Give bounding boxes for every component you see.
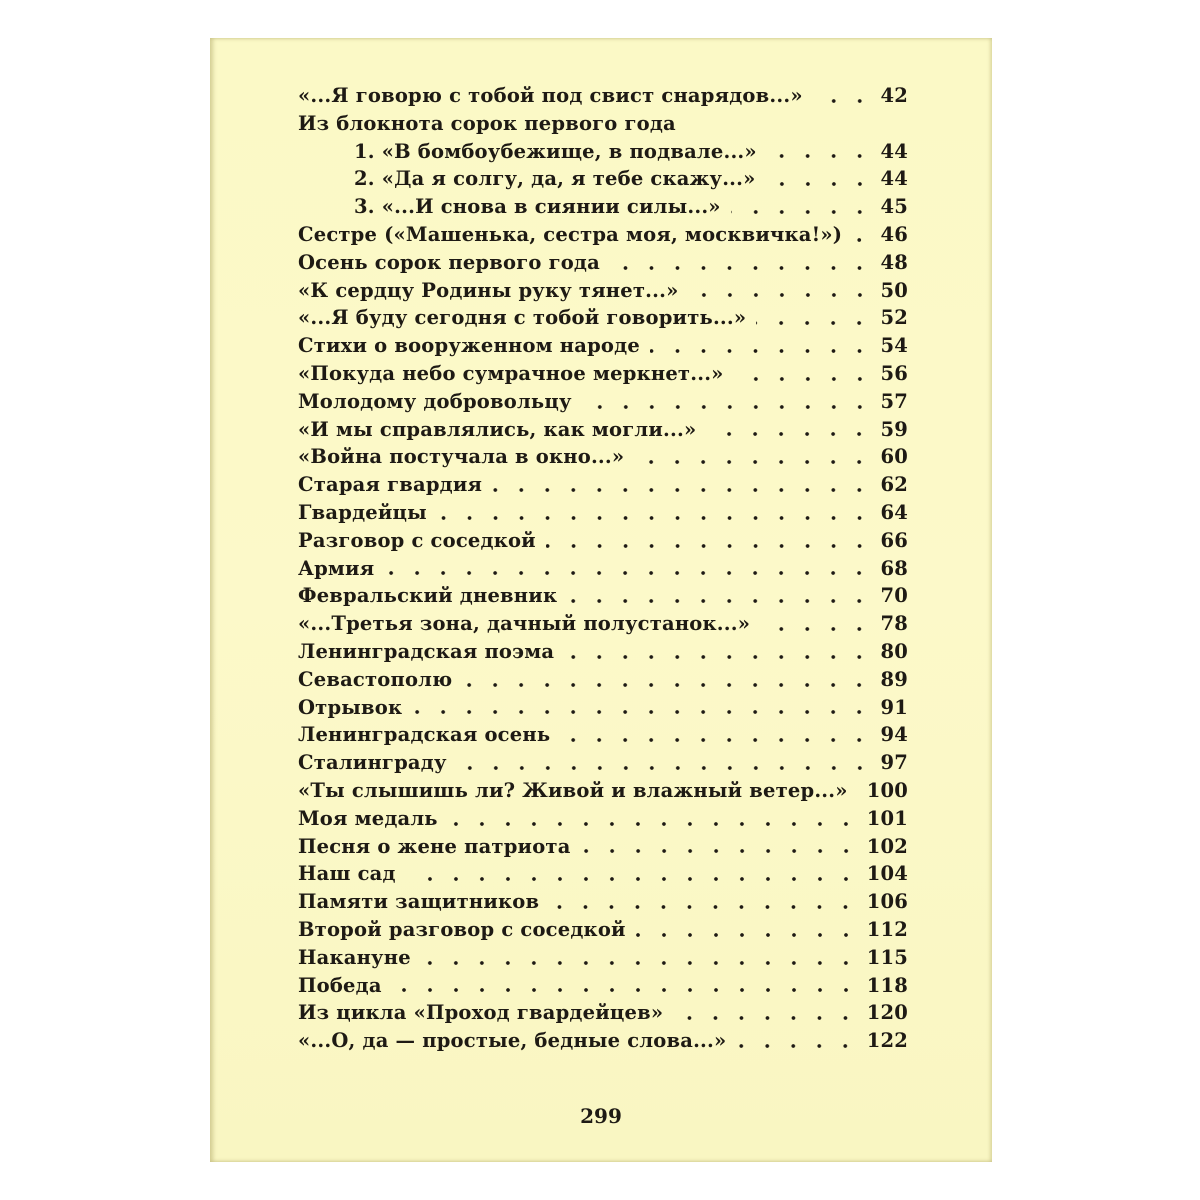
toc-entry-title: «К сердцу Родины руку тянет...» xyxy=(298,278,679,302)
toc-entry xyxy=(298,777,908,805)
dot-leader xyxy=(636,932,859,938)
toc-entry-page-number: 57 xyxy=(880,389,908,413)
toc-entry xyxy=(298,82,908,110)
toc-entry-title: «Покуда небо сумрачное меркнет...» xyxy=(298,361,724,385)
toc-entry xyxy=(298,138,908,166)
dot-leader xyxy=(610,265,872,271)
toc-entry-page-number: 97 xyxy=(880,751,908,775)
toc-entry xyxy=(298,304,908,332)
toc-entry-page-number: 45 xyxy=(880,195,908,219)
toc-entry xyxy=(298,582,908,610)
toc-entry-title: Молодому добровольцу xyxy=(298,389,572,413)
toc-entry xyxy=(298,527,908,555)
toc-entry xyxy=(298,888,908,916)
toc-entry xyxy=(298,860,908,888)
toc-entry-title: «...Я говорю с тобой под свист снарядов...» xyxy=(298,84,803,107)
toc-entry-title: Ленинградская поэма xyxy=(298,639,555,663)
dot-leader xyxy=(567,598,872,604)
toc-entry-page-number: 64 xyxy=(880,500,908,524)
toc-entry xyxy=(298,193,908,221)
toc-entry xyxy=(298,916,908,944)
toc-entry-title: Победа xyxy=(298,973,382,997)
toc-entry-title: Отрывок xyxy=(298,695,403,719)
toc-entry-page-number: 60 xyxy=(880,445,908,469)
toc-entry-title: Из блокнота сорок первого года xyxy=(298,111,676,135)
dot-leader xyxy=(457,765,873,771)
toc-entry-title: Памяти защитников xyxy=(298,890,540,914)
toc-entry-page-number: 59 xyxy=(880,417,908,441)
toc-entry-title: Второй разговор с соседкой xyxy=(298,917,626,941)
toc-entry xyxy=(298,972,908,1000)
dot-leader xyxy=(549,904,858,910)
toc-entry-page-number: 101 xyxy=(866,806,908,830)
toc-entry-page-number: 54 xyxy=(880,334,908,358)
toc-entry-title: «И мы справлялись, как могли...» xyxy=(298,417,697,441)
dot-leader xyxy=(813,98,873,104)
toc-entry xyxy=(298,110,908,138)
dot-leader xyxy=(760,626,872,632)
toc-entry xyxy=(298,721,908,749)
toc-entry-page-number: 115 xyxy=(866,945,908,969)
toc-entry xyxy=(298,694,908,722)
toc-entry xyxy=(298,638,908,666)
toc-entry-page-number: 122 xyxy=(866,1029,908,1053)
toc-entry-title: Сестре («Машенька, сестра моя, москвичка!») xyxy=(298,222,843,246)
toc-entry-page-number: 100 xyxy=(866,778,908,802)
toc-entry xyxy=(298,1027,908,1055)
dot-leader xyxy=(581,848,859,854)
dot-leader xyxy=(767,153,873,159)
toc-entry-page-number: 50 xyxy=(880,278,908,302)
dot-leader xyxy=(852,237,872,243)
toc-entry xyxy=(298,666,908,694)
dot-leader xyxy=(706,431,872,437)
dot-leader xyxy=(634,459,872,465)
toc-entry-page-number: 89 xyxy=(880,667,908,691)
toc-entry-title: Осень сорок первого года xyxy=(298,250,600,274)
dot-leader xyxy=(766,181,873,187)
toc-entry xyxy=(298,471,908,499)
toc-entry-title: Накануне xyxy=(298,945,411,969)
toc-entry-title: Ленинградская осень xyxy=(298,723,551,747)
toc-entry-page-number: 102 xyxy=(866,834,908,858)
toc-entry-page-number: 112 xyxy=(866,917,908,941)
toc-entry-title: 2. «Да я солгу, да, я тебе скажу...» xyxy=(354,167,756,191)
dot-leader xyxy=(384,570,872,576)
toc-entry-title: Армия xyxy=(298,556,375,580)
toc-entry-title: «...Я буду сегодня с тобой говорить...» xyxy=(298,306,747,330)
dot-leader xyxy=(756,320,872,326)
toc-entry xyxy=(298,277,908,305)
toc-entry xyxy=(298,749,908,777)
toc-entry-page-number: 68 xyxy=(880,556,908,580)
toc-entry-page-number: 48 xyxy=(880,250,908,274)
toc-entry xyxy=(298,332,908,360)
toc-entry-page-number: 44 xyxy=(880,139,908,163)
toc-entry-page-number: 46 xyxy=(880,222,908,246)
toc-entry-page-number: 62 xyxy=(880,473,908,497)
toc-entry-page-number: 120 xyxy=(866,1001,908,1025)
dot-leader xyxy=(560,737,872,743)
toc-entry-title: 3. «...И снова в сиянии силы...» xyxy=(354,195,721,219)
toc-entry xyxy=(298,944,908,972)
dot-leader xyxy=(462,682,872,688)
toc-entry-page-number: 91 xyxy=(880,695,908,719)
page-number: 299 xyxy=(580,1104,622,1128)
dot-leader xyxy=(412,709,872,715)
dot-leader xyxy=(650,348,873,354)
toc-entry xyxy=(298,610,908,638)
toc-entry-page-number: 78 xyxy=(880,612,908,636)
toc-entry-page-number: 70 xyxy=(880,584,908,608)
dot-leader xyxy=(492,487,872,493)
toc-entry xyxy=(298,249,908,277)
toc-entry-title: Старая гвардия xyxy=(298,473,483,497)
toc-entry-title: Из цикла «Проход гвардейцев» xyxy=(298,1001,664,1025)
toc-entry xyxy=(298,165,908,193)
dot-leader xyxy=(564,654,872,660)
toc-entry-page-number: 52 xyxy=(880,306,908,330)
toc-entry xyxy=(298,833,908,861)
dot-leader xyxy=(406,876,859,882)
toc-entry xyxy=(298,221,908,249)
dot-leader xyxy=(448,821,859,827)
toc-entry-page-number: 104 xyxy=(866,862,908,886)
dot-leader xyxy=(546,543,873,549)
toc-entry xyxy=(298,805,908,833)
dot-leader xyxy=(437,515,873,521)
toc-entry xyxy=(298,499,908,527)
toc-entry xyxy=(298,416,908,444)
toc-entry xyxy=(298,360,908,388)
toc-entry-page-number: 44 xyxy=(880,167,908,191)
dot-leader xyxy=(421,960,859,966)
toc-entry-title: 1. «В бомбоубежище, в подвале...» xyxy=(354,139,757,163)
toc-entry-title: Сталинграду xyxy=(298,751,447,775)
dot-leader xyxy=(731,209,873,215)
table-of-contents xyxy=(298,82,908,1055)
toc-entry xyxy=(298,555,908,583)
dot-leader xyxy=(689,292,873,298)
toc-entry-page-number: 94 xyxy=(880,723,908,747)
toc-entry-page-number: 118 xyxy=(866,973,908,997)
dot-leader xyxy=(858,793,859,799)
dot-leader xyxy=(736,1043,858,1049)
toc-entry-title: «Ты слышишь ли? Живой и влажный ветер...» xyxy=(298,778,848,802)
toc-entry xyxy=(298,999,908,1027)
toc-entry-title: «Война постучала в окно...» xyxy=(298,445,625,469)
toc-entry-title: Севастополю xyxy=(298,667,453,691)
toc-entry-title: Стихи о вооруженном народе xyxy=(298,334,640,358)
dot-leader xyxy=(582,404,873,410)
toc-entry xyxy=(298,388,908,416)
toc-entry-title: «...Третья зона, дачный полустанок...» xyxy=(298,612,751,636)
dot-leader xyxy=(392,987,859,993)
dot-leader xyxy=(734,376,873,382)
toc-entry-title: «...О, да — простые, бедные слова...» xyxy=(298,1029,727,1053)
book-page xyxy=(210,38,992,1162)
toc-entry-page-number: 42 xyxy=(880,84,908,107)
toc-entry-page-number: 80 xyxy=(880,639,908,663)
toc-entry-page-number: 66 xyxy=(880,528,908,552)
toc-entry-title: Гвардейцы xyxy=(298,500,427,524)
toc-entry-page-number: 56 xyxy=(880,361,908,385)
toc-entry-title: Разговор с соседкой xyxy=(298,528,536,552)
toc-entry-title: Песня о жене патриота xyxy=(298,834,571,858)
toc-entry-title: Моя медаль xyxy=(298,806,438,830)
dot-leader xyxy=(673,1015,858,1021)
toc-entry-title: Февральский дневник xyxy=(298,584,558,608)
toc-entry-title: Наш сад xyxy=(298,862,396,886)
toc-entry-page-number: 106 xyxy=(866,890,908,914)
toc-entry xyxy=(298,443,908,471)
